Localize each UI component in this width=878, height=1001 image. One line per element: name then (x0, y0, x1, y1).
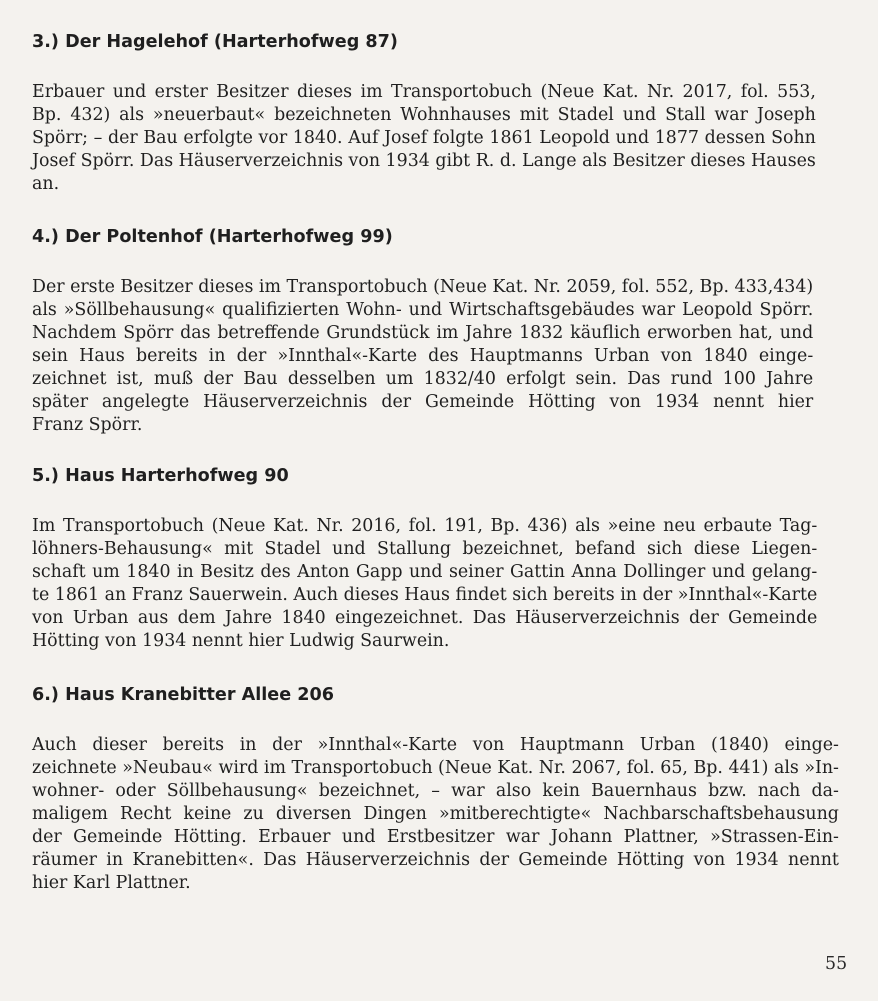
text-line: Hötting von 1934 nennt hier Ludwig Saurwein. (32, 631, 450, 651)
text-line: Der erste Besitzer dieses im Transportobuch (Neue Kat. Nr. 2059, fol. 552, Bp. 433,434) (32, 277, 814, 297)
section-poltenhof (32, 225, 813, 437)
text-line: Josef Spörr. Das Häuserverzeichnis von 1934 gibt R. d. Lange als Besitzer dieses Hauses (32, 151, 816, 171)
section-paragraph (32, 734, 839, 895)
text-line: an. (32, 174, 60, 194)
text-line: zeichnet ist, muß der Bau desselben um 1832/40 erfolgt sein. Das rund 100 Jahre (32, 369, 814, 389)
text-line: als »Söllbehausung« qualifizierten Wohn- und Wirtschaftsgebäudes war Leopold Spörr. (32, 300, 814, 320)
section-paragraph (32, 276, 813, 437)
text-line: von Urban aus dem Jahre 1840 eingezeichnet. Das Häuserverzeichnis der Gemeinde (32, 608, 818, 628)
section-heading: 4.) Der Poltenhof (Harterhofweg 99) (32, 227, 393, 247)
text-line: zeichnete »Neubau« wird im Transportobuch (Neue Kat. Nr. 2067, fol. 65, Bp. 441) als »In- (32, 758, 839, 778)
text-line: Im Transportobuch (Neue Kat. Nr. 2016, fol. 191, Bp. 436) als »eine neu erbaute Tag- (32, 516, 818, 536)
text-line: räumer in Kranebitten«. Das Häuserverzeichnis der Gemeinde Hötting von 1934 nennt (32, 850, 839, 870)
text-line: sein Haus bereits in der »Innthal«-Karte des Hauptmanns Urban von 1840 einge- (32, 346, 814, 366)
text-line: hier Karl Plattner. (32, 873, 191, 893)
text-line: Nachdem Spörr das betreffende Grundstück im Jahre 1832 käuflich erworben hat, und (32, 323, 814, 343)
text-line: wohner- oder Söllbehausung« bezeichnet, – war also kein Bauernhaus bzw. nach da- (32, 781, 839, 801)
text-line: maligem Recht keine zu diversen Dingen »mitberechtigte« Nachbarschaftsbehausung (32, 804, 839, 824)
text-line: später angelegte Häuserverzeichnis der Gemeinde Hötting von 1934 nennt hier (32, 392, 814, 412)
text-line: Auch dieser bereits in der »Innthal«-Karte von Hauptmann Urban (1840) einge- (32, 735, 839, 755)
section-heading: 5.) Haus Harterhofweg 90 (32, 466, 289, 486)
text-line: löhners-Behausung« mit Stadel und Stallung bezeichnet, befand sich diese Liegen- (32, 539, 818, 559)
text-line: te 1861 an Franz Sauerwein. Auch dieses Haus findet sich bereits in der »Innthal«-Karte (32, 585, 818, 605)
section-heading: 6.) Haus Kranebitter Allee 206 (32, 685, 335, 705)
text-line: der Gemeinde Hötting. Erbauer und Erstbesitzer war Johann Plattner, »Strassen-Ein- (32, 827, 839, 847)
text-line: Bp. 432) als »neuerbaut« bezeichneten Wohnhauses mit Stadel und Stall war Joseph (32, 105, 816, 125)
section-hagelehof (32, 30, 816, 196)
section-heading: 3.) Der Hagelehof (Harterhofweg 87) (32, 32, 398, 52)
section-paragraph (32, 81, 816, 196)
text-line: Erbauer und erster Besitzer dieses im Transportobuch (Neue Kat. Nr. 2017, fol. 553, (32, 82, 816, 102)
page-number: 55 (825, 954, 848, 974)
text-line: Spörr; – der Bau erfolgte vor 1840. Auf Josef folgte 1861 Leopold und 1877 dessen Sohn (32, 128, 816, 148)
section-harterhofweg-90 (32, 464, 817, 653)
section-kranebitter-allee-206 (32, 683, 839, 895)
section-paragraph (32, 515, 817, 653)
text-line: schaft um 1840 in Besitz des Anton Gapp und seiner Gattin Anna Dollinger und gelang- (32, 562, 818, 582)
text-line: Franz Spörr. (32, 415, 143, 435)
